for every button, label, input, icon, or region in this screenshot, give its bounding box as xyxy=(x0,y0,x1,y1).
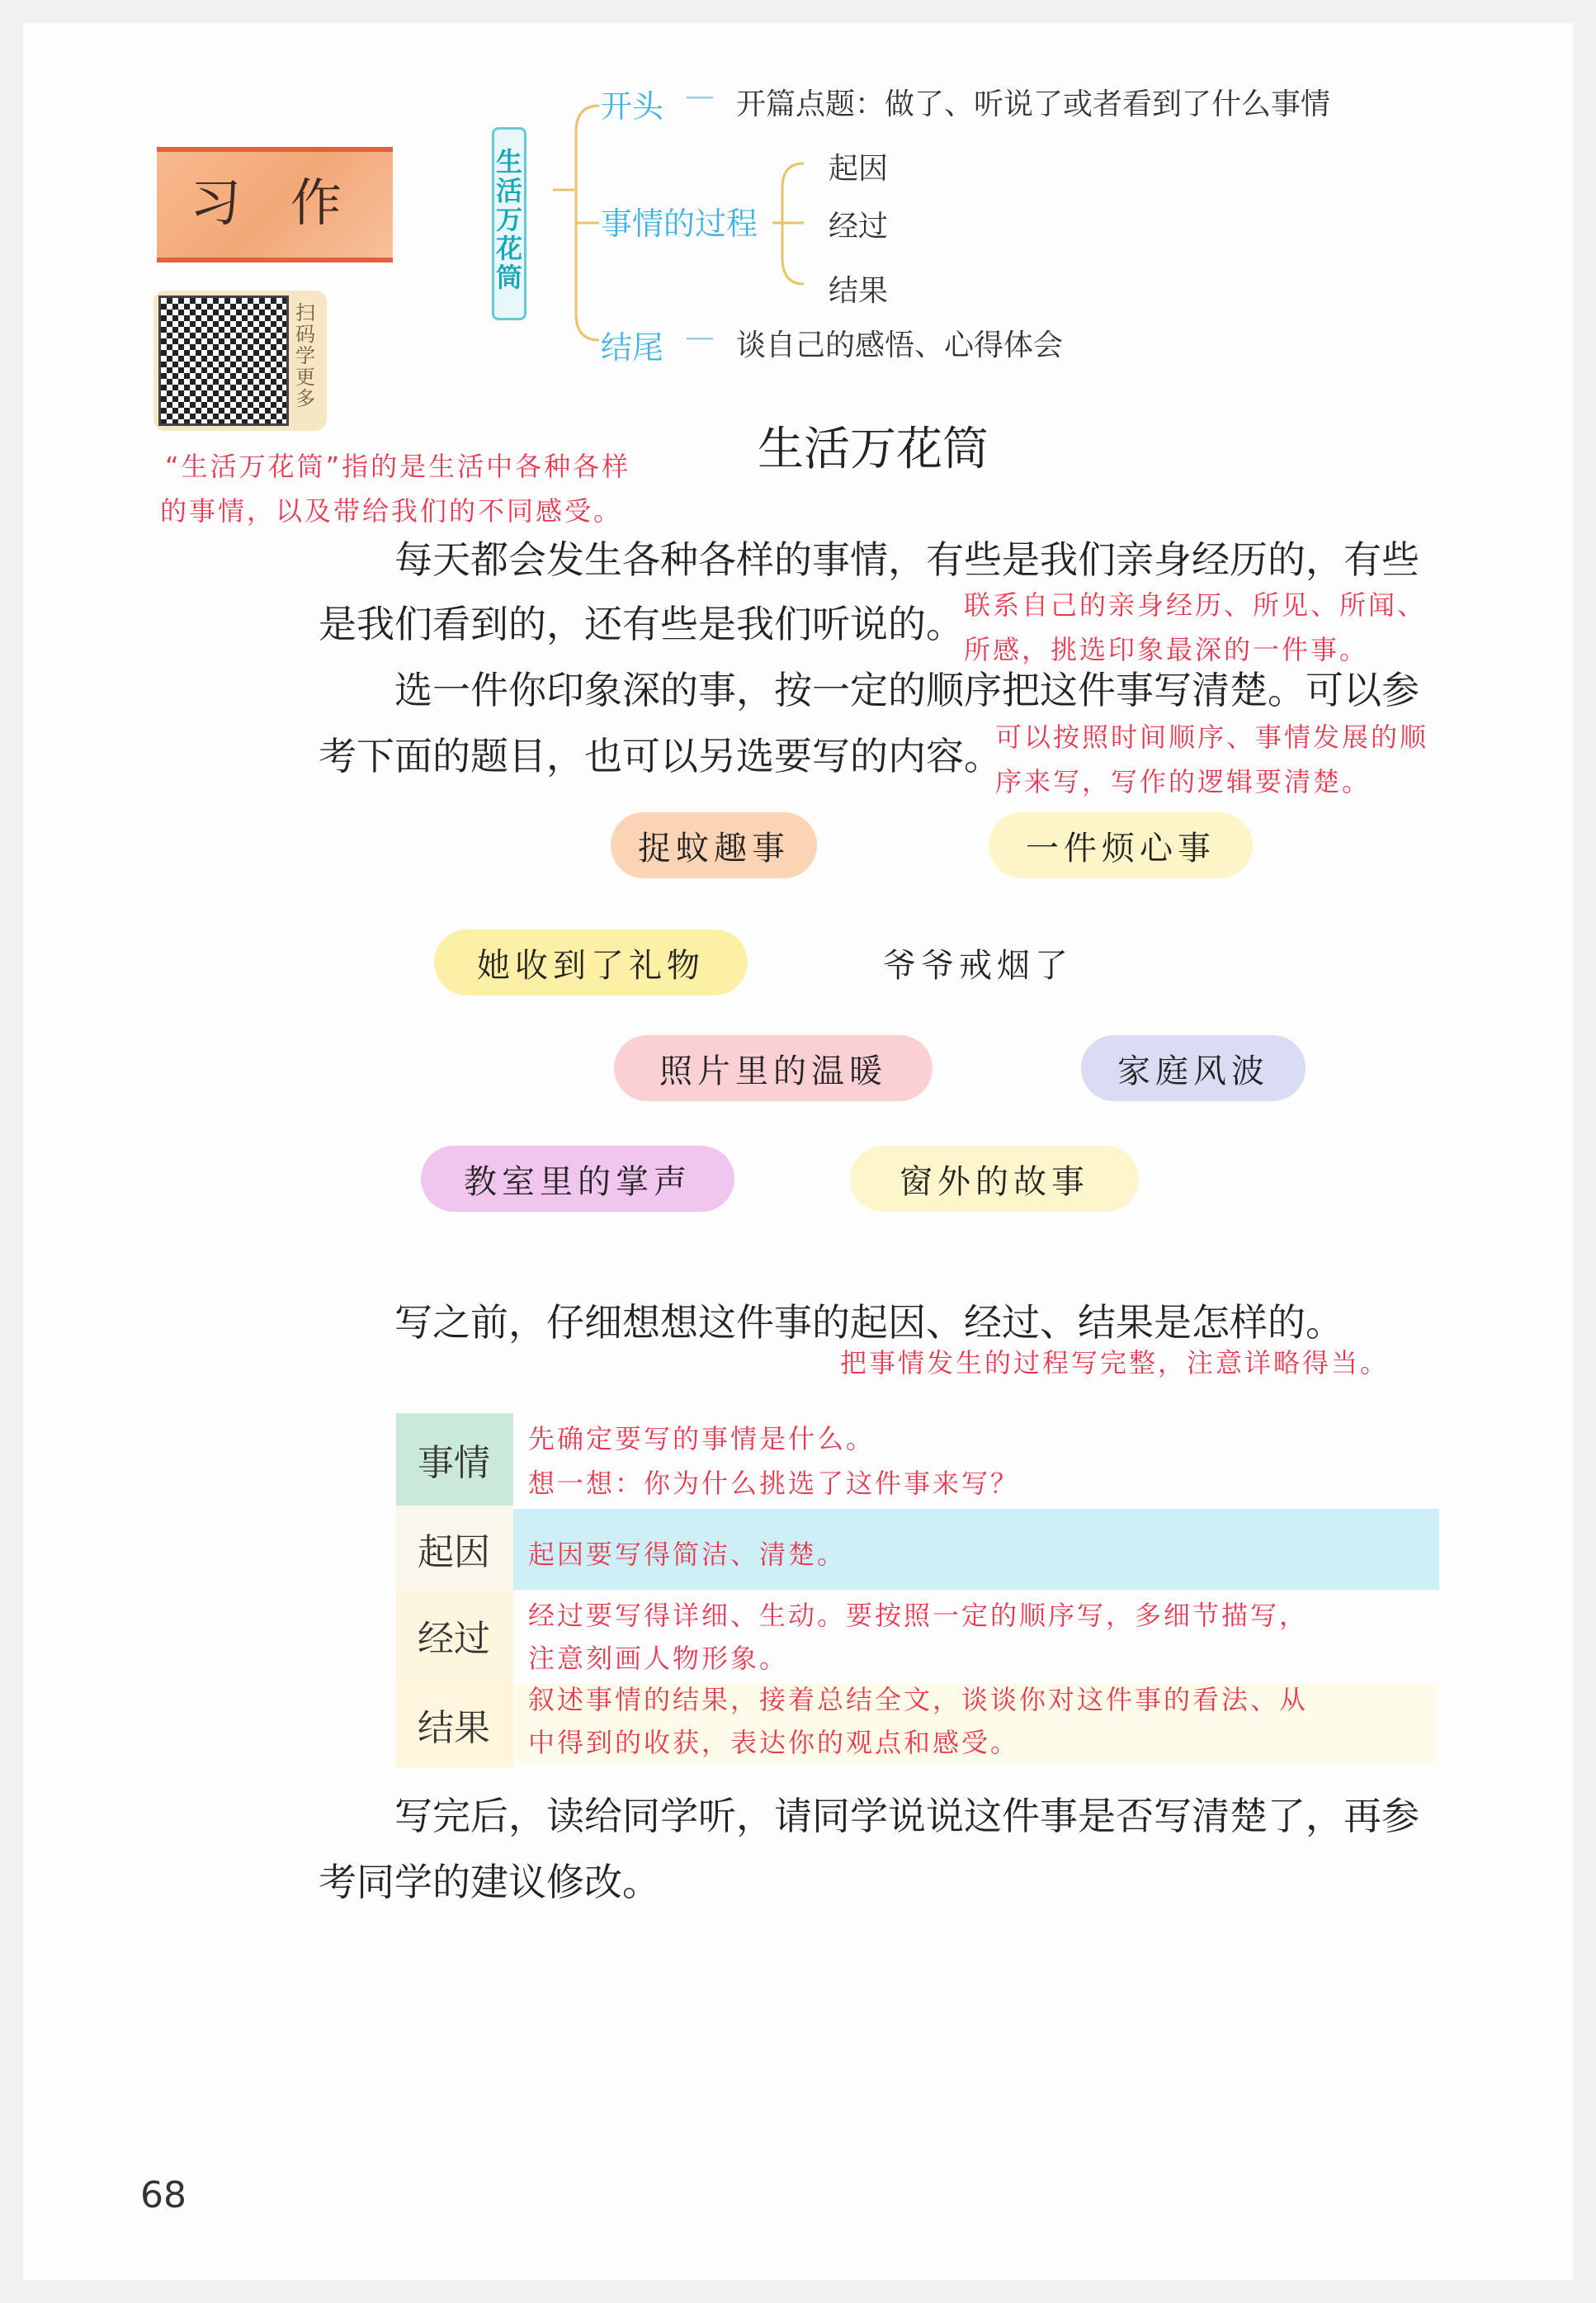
title-note-1: “生活万花筒”指的是生活中各种各样 xyxy=(165,451,631,482)
table-note: 想一想：你为什么挑选了这件事来写？ xyxy=(528,1468,1020,1499)
qr-code-icon[interactable] xyxy=(158,296,289,426)
branch-end: 结尾 xyxy=(601,329,664,366)
table-note: 叙述事情的结果，接着总结全文，谈谈你对这件事的看法、从 xyxy=(528,1684,1309,1715)
paragraph-1-line-1: 每天都会发生各种各样的事情，有些是我们亲身经历的，有些 xyxy=(394,537,1419,582)
table-note: 起因要写得简洁、清楚。 xyxy=(528,1539,847,1570)
paragraph-4-line-1: 写完后，读给同学听，请同学说说这件事是否写清楚了，再参 xyxy=(394,1794,1419,1838)
branch-dash: — xyxy=(685,79,715,113)
table-note: 中得到的收获，表达你的观点和感受。 xyxy=(528,1727,1020,1758)
branch-process: 事情的过程 xyxy=(601,206,758,242)
p1-note-2: 所感，挑选印象最深的一件事。 xyxy=(964,634,1369,665)
p2-note-1: 可以按照时间顺序、事情发展的顺 xyxy=(995,721,1429,753)
topic-pill: 一件烦心事 xyxy=(989,812,1253,878)
table-label-result: 结果 xyxy=(418,1707,490,1749)
topic-pill: 她收到了礼物 xyxy=(434,929,748,995)
table-note: 先确定要写的事情是什么。 xyxy=(528,1423,876,1454)
table-note: 经过要写得详细、生动。要按照一定的顺序写，多细节描写， xyxy=(528,1600,1309,1631)
p3-note: 把事情发生的过程写完整，注意详略得当。 xyxy=(840,1347,1390,1378)
branch-dash-2: — xyxy=(685,320,715,354)
paragraph-2-line-2: 考下面的题目，也可以另选要写的内容。 xyxy=(319,734,1002,778)
title-note-2: 的事情，以及带给我们的不同感受。 xyxy=(160,495,623,527)
p2-note-2: 序来写，写作的逻辑要清楚。 xyxy=(995,766,1372,797)
topic-pill: 窗外的故事 xyxy=(850,1146,1139,1212)
page-title: 生活万花筒 xyxy=(758,423,989,476)
branch-start-desc: 开篇点题：做了、听说了或者看到了什么事情 xyxy=(736,87,1331,121)
paragraph-3: 写之前，仔细想想这件事的起因、经过、结果是怎样的。 xyxy=(394,1300,1343,1345)
topic-pill: 捉蚊趣事 xyxy=(611,812,817,878)
table-note: 注意刻画人物形象。 xyxy=(528,1643,789,1674)
branch-end-desc: 谈自己的感悟、心得体会 xyxy=(736,329,1064,362)
table-label-course: 经过 xyxy=(418,1618,490,1660)
process-cause: 起因 xyxy=(829,152,889,186)
table-label-cause: 起因 xyxy=(418,1531,490,1573)
topic-pill: 教室里的掌声 xyxy=(421,1146,734,1212)
topic-pill: 照片里的温暖 xyxy=(614,1035,933,1101)
paragraph-2-line-1: 选一件你印象深的事，按一定的顺序把这件事写清楚。可以参 xyxy=(394,668,1419,712)
process-course: 经过 xyxy=(829,210,889,244)
section-title: 习作 xyxy=(190,173,392,233)
process-result: 结果 xyxy=(829,274,889,308)
p1-note-1: 联系自己的亲身经历、所见、所闻、 xyxy=(964,589,1427,621)
topic-pill: 家庭风波 xyxy=(1081,1035,1306,1101)
topic-pill: 爷爷戒烟了 xyxy=(883,946,1073,985)
table-label-event: 事情 xyxy=(418,1442,490,1484)
paragraph-4-line-2: 考同学的建议修改。 xyxy=(319,1860,660,1904)
mindmap-root: 生活万花筒 xyxy=(492,127,526,320)
branch-start: 开头 xyxy=(601,88,664,125)
qr-label: 扫码学更多 xyxy=(295,301,315,410)
page-number: 68 xyxy=(140,2174,187,2216)
paragraph-1-line-2: 是我们看到的，还有些是我们听说的。 xyxy=(319,602,964,646)
